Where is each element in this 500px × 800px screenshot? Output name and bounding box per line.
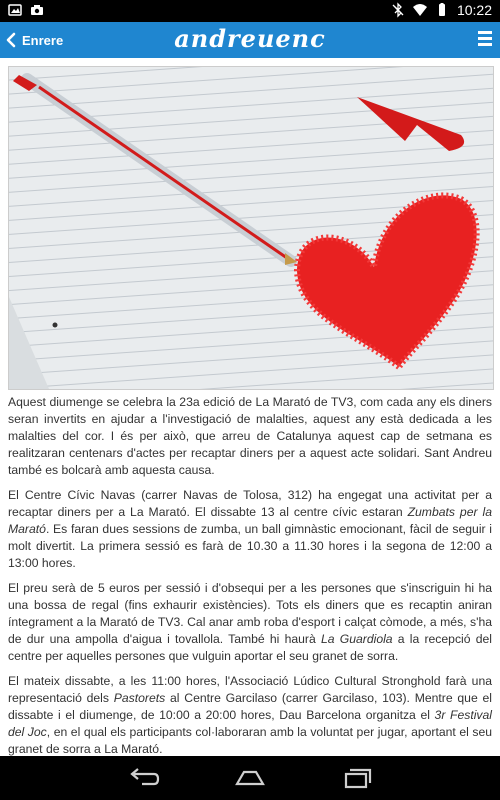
bluetooth-off-icon (391, 3, 405, 17)
camera-notification-icon (30, 3, 44, 17)
menu-icon (478, 31, 492, 34)
status-time: 10:22 (456, 2, 492, 18)
back-label: Enrere (22, 32, 64, 48)
system-nav-bar (0, 756, 500, 800)
image-notification-icon (8, 3, 22, 17)
wifi-icon (413, 3, 427, 17)
paragraph: Aquest diumenge se celebra la 23a edició de La Marató de TV3, com cada any els diners seran invertits en ajudar a l'investigació de malalties, aquest any està dedicada a les malalties del cor. I és per això, que arreu de Catalunya aquest cap de setmana es realitzaran centenars d'actes per recaptar diners per a aquest acte solidari. Sant Andreu també es bolcarà amb aquesta causa. (8, 395, 492, 477)
battery-icon (435, 3, 449, 17)
recents-nav-icon[interactable] (338, 766, 374, 790)
app-logo: andreuenc (174, 24, 326, 53)
paragraph: El mateix dissabte, a les 11:00 hores, l'Associació Lúdico Cultural Stronghold farà una representació dels Pastorets al Centre Garcilaso (carrer Garcilaso, 103). Mentre que el dissabte i el diumenge, de 10:00 a 20:00 hores, Dau Barcelona organitza el 3r Festival del Joc, en el qual els participants col·laboraran amb la voluntat per jugar, aportant el seu granet de sorra a La Marató. (8, 674, 493, 756)
back-nav-icon[interactable] (126, 766, 162, 790)
home-nav-icon[interactable] (232, 766, 268, 790)
article-scroll[interactable] (0, 58, 500, 756)
menu-button[interactable] (478, 31, 492, 49)
app-bar (0, 22, 500, 58)
status-bar (0, 0, 500, 22)
article-body (8, 394, 492, 791)
paragraph: El preu serà de 5 euros per sessió i d'obsequi per a les persones que s'inscriguin hi ha una bossa de regal (fins exhaurir existències). Tots els diners que es recaptin aniran íntegrament a la Marató de TV3. Cal anar amb roba d'esport i calçat còmode, a més, s'ha de dur una ampolla d'aigua i tovallola. També hi haurà La Guardiola a la recepció del centre per aquelles persones que vulguin aportar el seu granet de sorra. (8, 581, 493, 663)
paragraph: El Centre Cívic Navas (carrer Navas de Tolosa, 312) ha engegat una activitat per a recaptar diners per a La Marató. El dissabte 13 al centre cívic estaran Zumbats per la Marató. Es faran dues sessions de zumba, un ball gimnàstic emocionant, fàcil de seguir i molt divertit. La primera sessió es farà de 10.30 a 11.30 hores i la segona de 12:00 a 13:00 hores. (8, 488, 492, 570)
article-image (8, 66, 494, 390)
